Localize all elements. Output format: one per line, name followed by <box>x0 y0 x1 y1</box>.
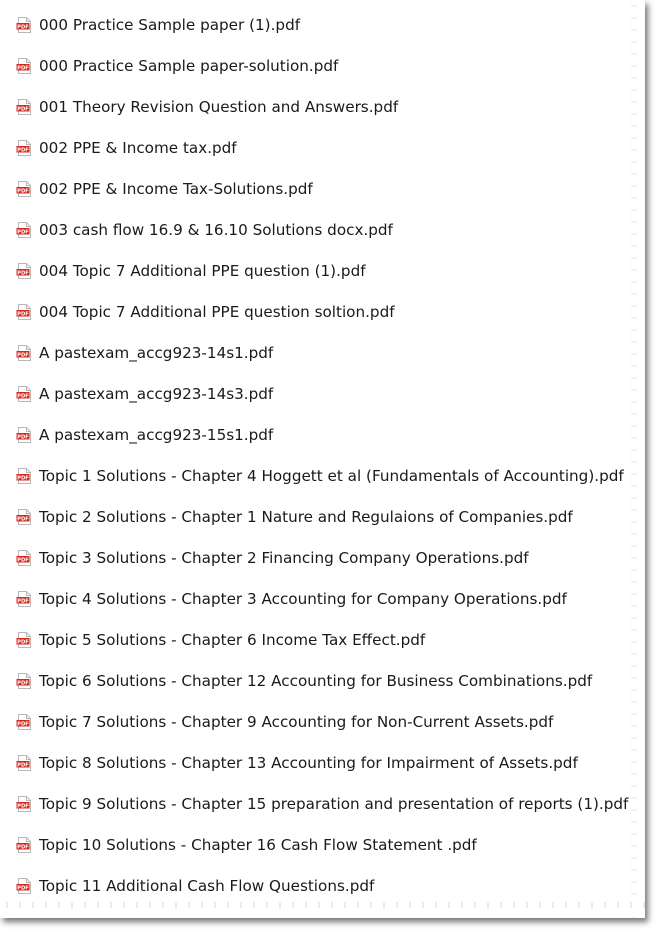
svg-text:PDF: PDF <box>17 433 29 440</box>
file-name: Topic 8 Solutions - Chapter 13 Accounting for Impairment of Assets.pdf <box>39 753 578 772</box>
torn-edge-bottom <box>0 902 645 908</box>
file-name: Topic 2 Solutions - Chapter 1 Nature and Regulaions of Companies.pdf <box>39 507 573 526</box>
pdf-file-icon <box>16 673 32 689</box>
pdf-file-icon <box>16 878 32 894</box>
svg-text:PDF: PDF <box>17 392 29 399</box>
file-list <box>0 4 640 906</box>
file-name: Topic 11 Additional Cash Flow Questions.pdf <box>39 876 375 895</box>
file-name: Topic 3 Solutions - Chapter 2 Financing Company Operations.pdf <box>39 548 529 567</box>
file-name: 002 PPE & Income Tax-Solutions.pdf <box>39 179 313 198</box>
file-item[interactable] <box>0 496 640 537</box>
file-item[interactable] <box>0 742 640 783</box>
pdf-file-icon <box>16 755 32 771</box>
file-name: Topic 4 Solutions - Chapter 3 Accounting for Company Operations.pdf <box>39 589 567 608</box>
svg-text:PDF: PDF <box>17 761 29 768</box>
svg-text:PDF: PDF <box>17 310 29 317</box>
svg-text:PDF: PDF <box>17 597 29 604</box>
file-name: Topic 1 Solutions - Chapter 4 Hoggett et al (Fundamentals of Accounting).pdf <box>39 466 624 485</box>
pdf-file-icon <box>16 509 32 525</box>
file-item[interactable] <box>0 578 640 619</box>
file-item[interactable] <box>0 783 640 824</box>
file-item[interactable] <box>0 619 640 660</box>
file-name: A pastexam_accg923-15s1.pdf <box>39 425 274 444</box>
pdf-file-icon <box>16 386 32 402</box>
file-item[interactable] <box>0 332 640 373</box>
file-name: 001 Theory Revision Question and Answers.pdf <box>39 97 399 116</box>
file-item[interactable] <box>0 455 640 496</box>
pdf-file-icon <box>16 345 32 361</box>
pdf-file-icon <box>16 550 32 566</box>
svg-text:PDF: PDF <box>17 515 29 522</box>
file-item[interactable] <box>0 127 640 168</box>
file-name: Topic 6 Solutions - Chapter 12 Accounting for Business Combinations.pdf <box>39 671 593 690</box>
file-item[interactable] <box>0 865 640 906</box>
pdf-file-icon <box>16 222 32 238</box>
file-item[interactable] <box>0 537 640 578</box>
pdf-file-icon <box>16 837 32 853</box>
file-name: Topic 10 Solutions - Chapter 16 Cash Flow Statement .pdf <box>39 835 477 854</box>
svg-text:PDF: PDF <box>17 884 29 891</box>
svg-text:PDF: PDF <box>17 638 29 645</box>
file-name: 002 PPE & Income tax.pdf <box>39 138 237 157</box>
file-name: 004 Topic 7 Additional PPE question soltion.pdf <box>39 302 395 321</box>
pdf-file-icon <box>16 632 32 648</box>
file-item[interactable] <box>0 701 640 742</box>
svg-text:PDF: PDF <box>17 351 29 358</box>
svg-text:PDF: PDF <box>17 269 29 276</box>
file-item[interactable] <box>0 86 640 127</box>
pdf-file-icon <box>16 427 32 443</box>
pdf-file-icon <box>16 714 32 730</box>
pdf-file-icon <box>16 58 32 74</box>
svg-text:PDF: PDF <box>17 146 29 153</box>
file-item[interactable] <box>0 168 640 209</box>
svg-text:PDF: PDF <box>17 187 29 194</box>
file-name: A pastexam_accg923-14s1.pdf <box>39 343 274 362</box>
svg-text:PDF: PDF <box>17 474 29 481</box>
file-name: Topic 7 Solutions - Chapter 9 Accounting for Non-Current Assets.pdf <box>39 712 554 731</box>
pdf-file-icon <box>16 591 32 607</box>
pdf-file-icon <box>16 181 32 197</box>
file-name: 000 Practice Sample paper (1).pdf <box>39 15 301 34</box>
file-item[interactable] <box>0 4 640 45</box>
file-item[interactable] <box>0 660 640 701</box>
pdf-file-icon <box>16 17 32 33</box>
pdf-file-icon <box>16 796 32 812</box>
svg-text:PDF: PDF <box>17 228 29 235</box>
file-name: Topic 5 Solutions - Chapter 6 Income Tax Effect.pdf <box>39 630 426 649</box>
file-name: A pastexam_accg923-14s3.pdf <box>39 384 274 403</box>
file-item[interactable] <box>0 414 640 455</box>
pdf-file-icon <box>16 468 32 484</box>
file-item[interactable] <box>0 209 640 250</box>
svg-text:PDF: PDF <box>17 802 29 809</box>
svg-text:PDF: PDF <box>17 720 29 727</box>
file-item[interactable] <box>0 250 640 291</box>
torn-edge-right <box>631 0 637 918</box>
svg-text:PDF: PDF <box>17 556 29 563</box>
svg-text:PDF: PDF <box>17 23 29 30</box>
file-item[interactable] <box>0 291 640 332</box>
file-name: 000 Practice Sample paper-solution.pdf <box>39 56 339 75</box>
file-name: 004 Topic 7 Additional PPE question (1).pdf <box>39 261 366 280</box>
svg-text:PDF: PDF <box>17 843 29 850</box>
file-item[interactable] <box>0 373 640 414</box>
pdf-file-icon <box>16 304 32 320</box>
svg-text:PDF: PDF <box>17 64 29 71</box>
pdf-file-icon <box>16 140 32 156</box>
file-name: Topic 9 Solutions - Chapter 15 preparation and presentation of reports (1).pdf <box>39 794 629 813</box>
file-item[interactable] <box>0 45 640 86</box>
file-name: 003 cash flow 16.9 & 16.10 Solutions docx.pdf <box>39 220 393 239</box>
svg-text:PDF: PDF <box>17 679 29 686</box>
pdf-file-icon <box>16 99 32 115</box>
file-item[interactable] <box>0 824 640 865</box>
svg-text:PDF: PDF <box>17 105 29 112</box>
pdf-file-icon <box>16 263 32 279</box>
